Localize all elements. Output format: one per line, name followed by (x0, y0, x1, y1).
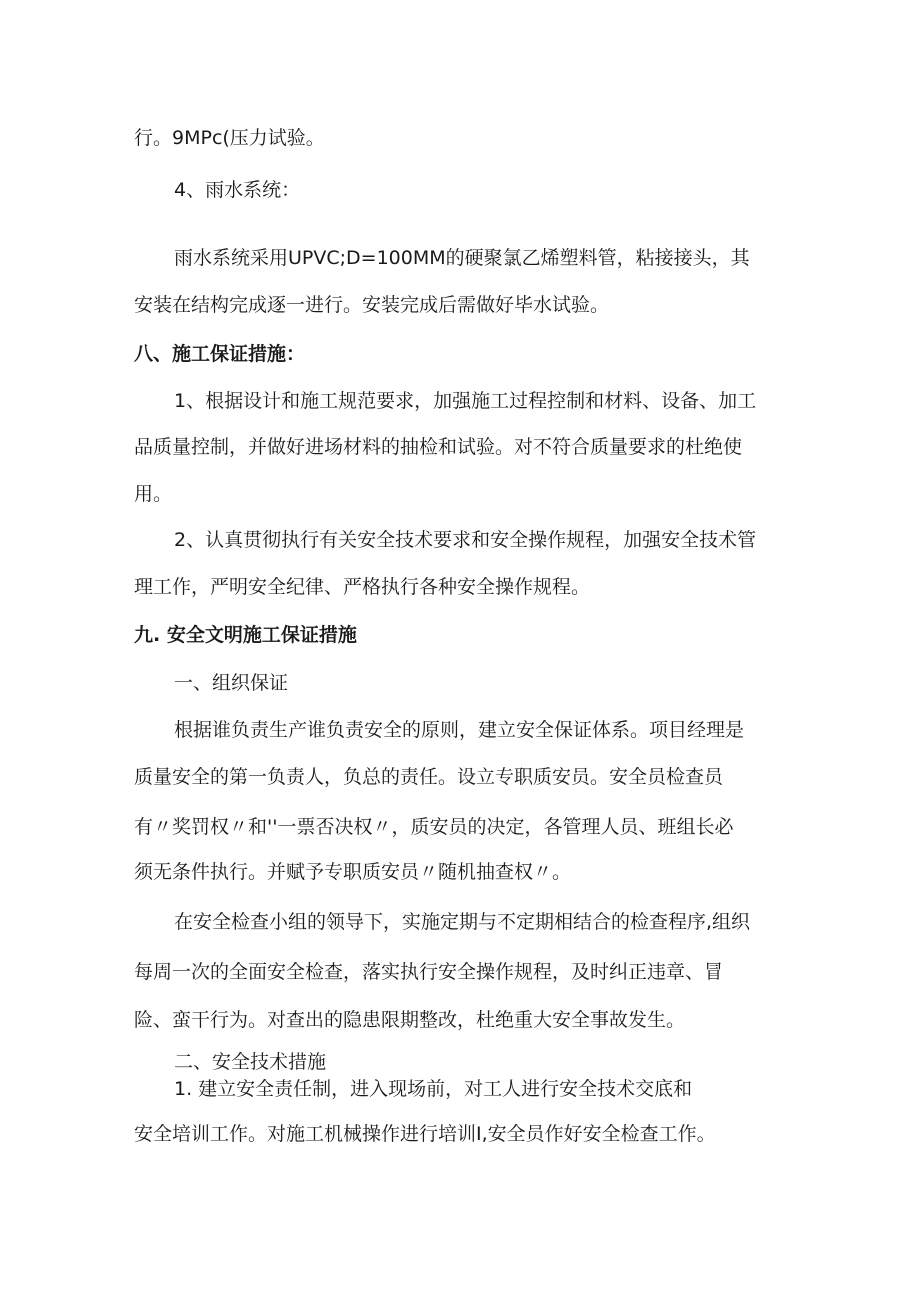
text-line: 用。 (134, 483, 173, 505)
text-line: 行。9MPc(压力试验。 (134, 127, 325, 149)
text-line: 有〃奖罚权〃和''一票否决权〃，质安员的决定，各管理人员、班组长必 (134, 816, 734, 838)
text-line: 险、蛮干行为。对查出的隐患限期整改，杜绝重大安全事故发生。 (134, 1009, 686, 1031)
text-line: 安全培训工作。对施工机械操作进行培训I,安全员作好安全检查工作。 (134, 1123, 716, 1145)
section-heading: 九. 安全文明施工保证措施 (134, 624, 357, 646)
text-line: 理工作，严明安全纪律、严格执行各种安全操作规程。 (134, 576, 591, 598)
text-line: 每周一次的全面安全检查，落实执行安全操作规程，及时纠正违章、冒 (134, 961, 724, 983)
subsection-heading: 4、雨水系统： (174, 179, 301, 201)
subsection-heading: 一、组织保证 (174, 672, 289, 694)
text-line: 品质量控制，并做好进场材料的抽检和试验。对不符合质量要求的杜绝使 (134, 436, 743, 458)
text-line: 质量安全的第一负责人，负总的责任。设立专职质安员。安全员检查员 (134, 766, 724, 788)
text-line: 安装在结构完成逐一进行。安装完成后需做好毕水试验。 (134, 294, 610, 316)
section-heading: 八、施工保证措施： (134, 343, 306, 365)
text-line: 雨水系统采用UPVC;D=100MM的硬聚氯乙烯塑料管，粘接接头，其 (174, 247, 750, 269)
text-line: 须无条件执行。并赋予专职质安员〃随机抽查权〃。 (134, 861, 572, 883)
subsection-heading: 二、安全技术措施 (174, 1051, 327, 1073)
text-line: 1. 建立安全责任制，进入现场前，对工人进行安全技术交底和 (174, 1078, 693, 1100)
text-line: 2、认真贯彻执行有关安全技术要求和安全操作规程，加强安全技术管 (174, 529, 757, 551)
text-line: 在安全检查小组的领导下，实施定期与不定期相结合的检查程序,组织 (174, 911, 751, 933)
text-line: 根据谁负责生产谁负责安全的原则，建立安全保证体系。项目经理是 (174, 719, 745, 741)
text-line: 1、根据设计和施工规范要求，加强施工过程控制和材料、设备、加工 (174, 390, 757, 412)
